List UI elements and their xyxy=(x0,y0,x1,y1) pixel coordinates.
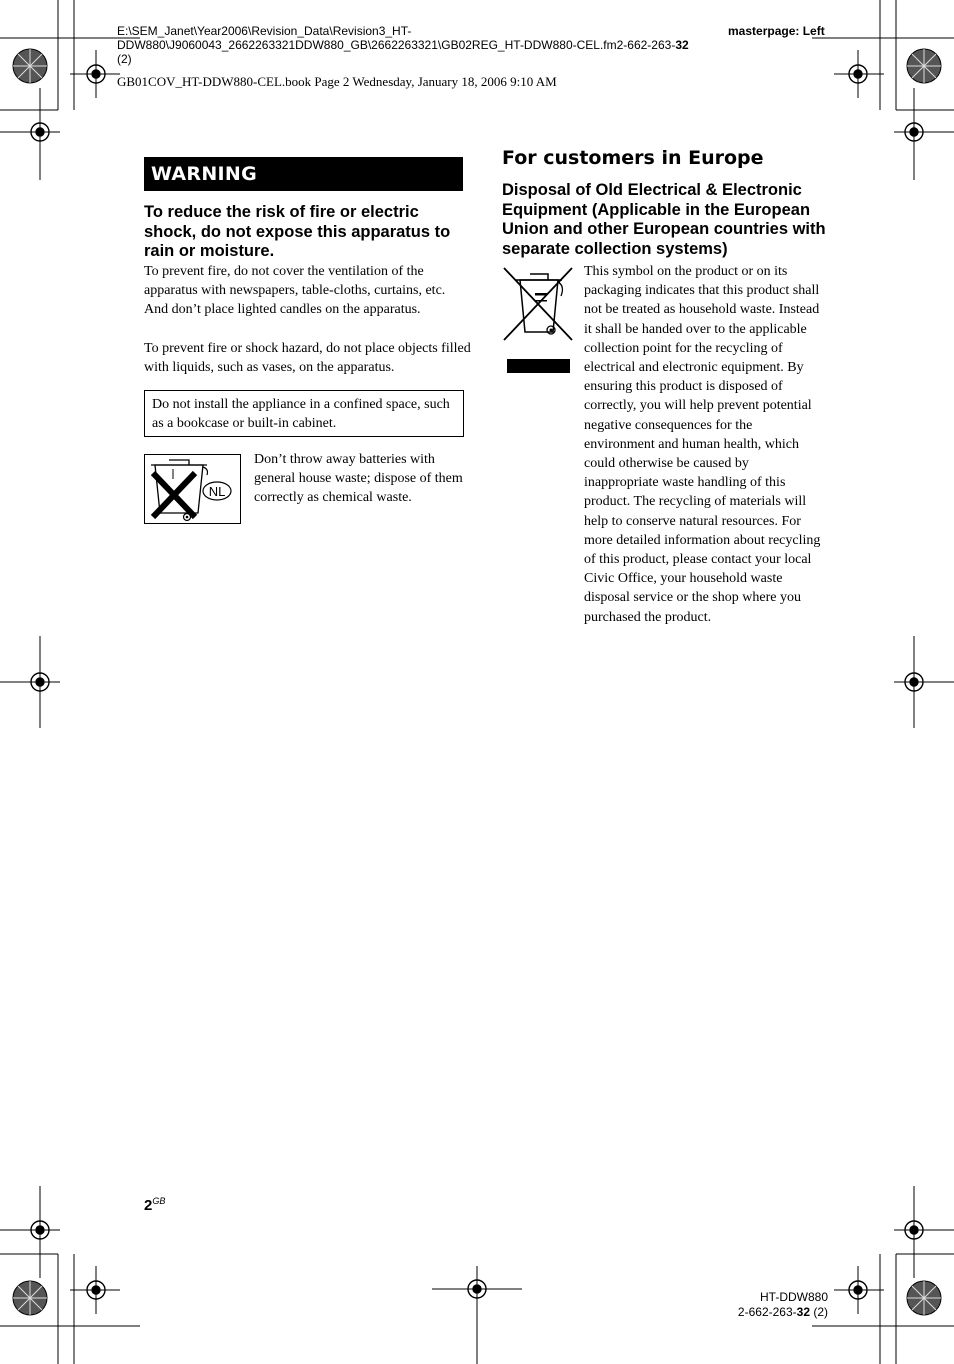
file-path-suffix: (2) xyxy=(117,52,132,66)
header-book-line: GB01COV_HT-DDW880-CEL.book Page 2 Wednesday, January 18, 2006 9:10 AM xyxy=(117,74,557,89)
part-bold: 32 xyxy=(796,1305,810,1319)
warning-paragraph-1: To prevent fire, do not cover the ventilation of the apparatus with newspapers, table-cloths, curtains, etc. And don’t place lighted candles on the apparatus. xyxy=(144,264,446,318)
disposal-heading: Disposal of Old Electrical & Electronic Equipment (Applicable in the European Union and other European countries with separate collection systems) xyxy=(502,181,826,258)
file-path-text: E:\SEM_Janet\Year2006\Revision_Data\Revision3_HT-DDW880\J9060043_2662263321DDW880_GB\2662263321\GB02REG_HT-DDW880-CEL.fm2-662-263- xyxy=(117,24,676,52)
europe-title: For customers in Europe xyxy=(502,147,764,169)
footer-model: HT-DDW880 xyxy=(759,1290,828,1304)
disposal-body: This symbol on the product or on its packaging indicates that this product shall not be treated as household waste. Instead it shall be handed over to the applicable collection point for the recycling of electrical and electronic equipment. By ensuring this product is disposed of correctly, you will help prevent potential negative consequences for the environment and human health, which could otherwise be caused by inappropriate waste handling of this product. The recycling of materials will help to conserve natural resources. For more detailed information about recycling of this product, please contact your local Civic Office, your household waste disposal service or the shop where you purchased the product. xyxy=(584,264,821,625)
warning-title: WARNING xyxy=(151,163,258,185)
page-number-value: 2 xyxy=(144,1197,153,1214)
page-number-suffix: GB xyxy=(152,1196,166,1206)
header-masterpage: masterpage: Left xyxy=(728,24,825,38)
warning-paragraph-2: To prevent fire or shock hazard, do not place objects filled with liquids, such as vases, on the apparatus. xyxy=(144,341,471,376)
part-suffix: (2) xyxy=(810,1305,828,1319)
battery-text: Don’t throw away batteries with general house waste; dispose of them correctly as chemical waste. xyxy=(254,452,463,506)
confined-space-note: Do not install the appliance in a confined space, such as a bookcase or built-in cabinet. xyxy=(144,390,464,437)
battery-icon-label: NL xyxy=(208,484,226,499)
file-path-bold: 32 xyxy=(675,38,689,52)
warning-heading: To reduce the risk of fire or electric shock, do not expose this apparatus to rain or moisture. xyxy=(144,203,451,260)
part-prefix: 2-662-263- xyxy=(737,1305,797,1319)
